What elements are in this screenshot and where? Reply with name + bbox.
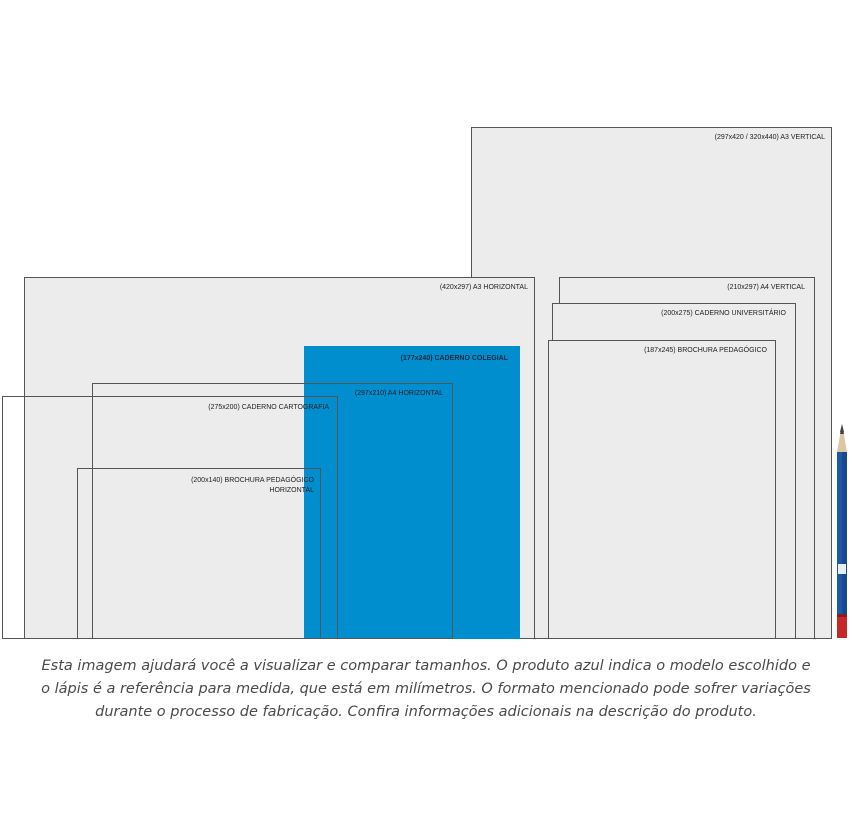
sheet-brochura-pedagogico [548,340,776,639]
sheet-label-brochura-pedagogico: (187x245) BROCHURA PEDAGÓGICO [644,347,767,354]
sheet-label-brochura-horizontal-line2: HORIZONTAL [269,487,314,494]
sheet-label-brochura-horizontal-line1: (200x140) BROCHURA PEDAGÓGICO [191,477,314,484]
caption-line-1: Esta imagem ajudará você a visualizar e comparar tamanhos. O produto azul indica o modelo escolhido e [41,658,811,674]
caption-line-3: durante o processo de fabricação. Confira informações adicionais na descrição do produto. [95,704,757,720]
sheet-label-brochura-horizontal [191,476,314,496]
sheet-label-a3-vertical: (297x420 / 320x440) A3 VERTICAL [714,134,825,141]
sheet-label-a3-horizontal: (420x297) A3 HORIZONTAL [439,284,528,291]
caption [0,655,852,724]
sheet-label-caderno-universitario: (200x275) CADERNO UNIVERSITÁRIO [661,310,786,317]
sheet-label-a4-vertical: (210x297) A4 VERTICAL [727,284,805,291]
sheet-label-caderno-colegial: (177x240) CADERNO COLEGIAL [400,355,508,362]
pencil-icon [834,424,850,640]
sheet-label-caderno-cartografia: (275x200) CADERNO CARTOGRAFIA [208,404,329,411]
sheet-label-a4-horizontal: (297x210) A4 HORIZONTAL [354,390,443,397]
caption-line-2: o lápis é a referência para medida, que está em milímetros. O formato mencionado pode sofrer variações [41,681,811,697]
sheet-brochura-horizontal [77,468,321,639]
